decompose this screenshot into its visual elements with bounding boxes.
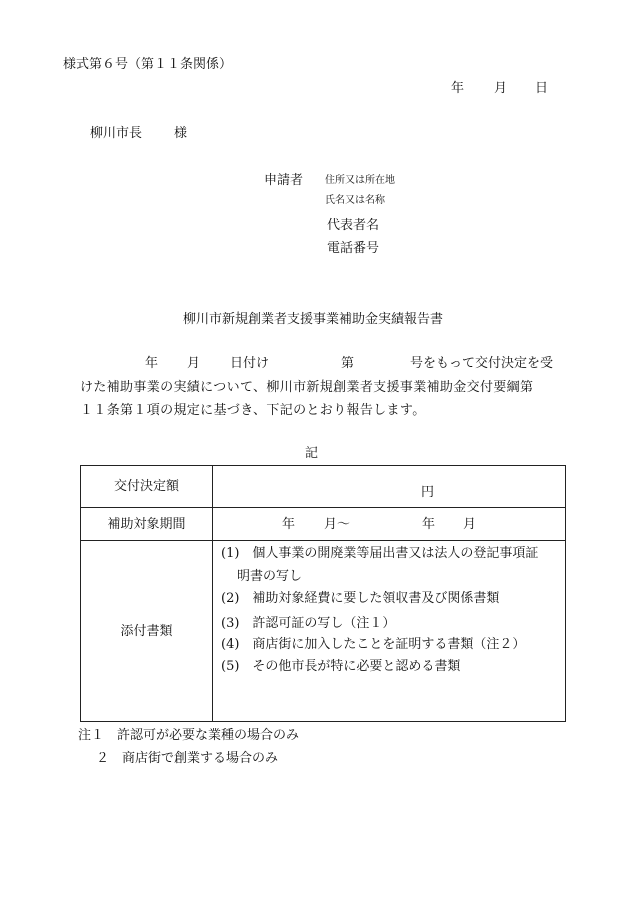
table-row — [81, 508, 566, 541]
ki-heading: 記 — [305, 446, 319, 461]
form-number: 様式第６号（第１１条関係） — [63, 57, 233, 72]
applicant-phone: 電話番号 — [327, 241, 380, 256]
body-line1-rest: 号をもって交付決定を受 — [410, 356, 554, 371]
grant-amount-unit: 円 — [421, 485, 435, 500]
body-dated: 日付け — [230, 356, 270, 371]
date-day: 日 — [535, 81, 549, 96]
note-1: 注１ 許認可が必要な業種の場合のみ — [78, 728, 300, 743]
body-dai: 第 — [341, 356, 355, 371]
body-year: 年 — [145, 356, 159, 371]
note-2: ２ 商店街で創業する場合のみ — [96, 751, 279, 766]
applicant-representative: 代表者名 — [327, 218, 380, 233]
attachments-cell — [213, 541, 566, 722]
period-label: 補助対象期間 — [81, 508, 213, 541]
grant-amount-cell — [213, 466, 566, 508]
date-year: 年 — [451, 81, 465, 96]
applicant-address: 住所又は所在地 — [325, 175, 395, 186]
period-month1: 月～ — [324, 517, 351, 532]
body-month: 月 — [187, 356, 201, 371]
addressee-name: 柳川市長 — [90, 126, 143, 141]
attachment-item-3: (3) 許認可証の写し（注１） — [221, 616, 396, 631]
applicant-label: 申請者 — [264, 173, 304, 188]
document-title: 柳川市新規創業者支援事業補助金実績報告書 — [183, 312, 444, 327]
attachments-list — [213, 541, 565, 721]
table-row — [81, 541, 566, 722]
attachment-item-4: (4) 商店街に加入したことを証明する書類（注２） — [221, 637, 526, 652]
table-row — [81, 466, 566, 508]
grant-amount-label: 交付決定額 — [81, 466, 213, 508]
period-year2: 年 — [422, 517, 436, 532]
report-table — [80, 465, 566, 722]
body-line2: けた補助事業の実績について、柳川市新規創業者支援事業補助金交付要綱第 — [80, 380, 534, 395]
period-month2: 月 — [463, 517, 477, 532]
attachment-item-2: (2) 補助対象経費に要した領収書及び関係書類 — [221, 591, 500, 606]
attachment-item-5: (5) その他市長が特に必要と認める書類 — [221, 659, 461, 674]
period-cell — [213, 508, 566, 541]
attachments-label: 添付書類 — [81, 541, 213, 722]
addressee-honorific: 様 — [174, 126, 188, 141]
applicant-name: 氏名又は名称 — [325, 195, 385, 206]
attachment-item-1-cont: 明書の写し — [237, 569, 303, 584]
body-line3: １１条第１項の規定に基づき、下記のとおり報告します。 — [80, 403, 426, 418]
attachment-item-1: (1) 個人事業の開廃業等届出書又は法人の登記事項証 — [221, 546, 539, 561]
period-year1: 年 — [282, 517, 296, 532]
date-month: 月 — [494, 81, 508, 96]
